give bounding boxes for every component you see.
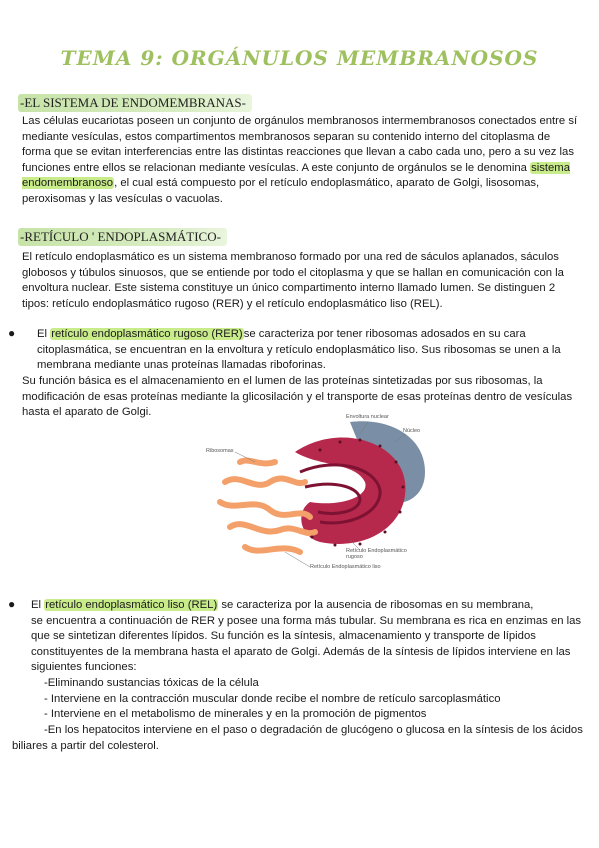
bullet-text: El — [37, 328, 51, 340]
paragraph-text: , el cual está compuesto por el retículo endoplasmático, aparato de Golgi, lisosomas, peroxisomas y las vesículas o vacuolas. — [22, 177, 540, 205]
label-envoltura-nuclear: Envoltura nuclear — [346, 414, 389, 420]
paragraph-rer-function: Su función básica es el almacenamiento en el lumen de las proteínas sintetizadas por sus ribosomas, la modificación de esas proteínas mediante la glicosilación y el transporte de esas proteínas dentro de vesículas hasta el aparato de Golgi. — [22, 375, 573, 419]
page-title: TEMA 9: ORGÁNULOS MEMBRANOSOS — [60, 46, 539, 70]
highlight-sistema-endomembranoso: sistema endomembranoso — [22, 161, 570, 190]
paragraph-text: Las células eucariotas poseen un conjunto de orgánulos membranosos intermembranosos conectados entre sí mediante vesículas, estos compartimentos membranosos separan su contenido interno del citoplasma de forma que se evitan interferencias entre las distintas reacciones que llevan a cabo cada uno, pero a su vez las funciones entre ellos se relacionan mediante vesículas. A este conjunto de orgánulos se le denomina — [22, 115, 578, 174]
er-illustration — [200, 412, 430, 582]
bullet-text: El — [31, 599, 45, 611]
rer-shape — [295, 438, 405, 544]
bullet-text: se caracteriza por tener ribosomas adosados en su cara — [243, 328, 526, 340]
bullet-icon: ● — [8, 597, 16, 611]
function-item: - Interviene en el metabolismo de minerales y en la promoción de pigmentos — [44, 708, 427, 721]
label-ribosomas: Ribosomas — [206, 448, 234, 454]
label-reticulo-rugoso: Retículo Endoplasmático rugoso — [346, 548, 407, 560]
rel-functions-list — [22, 676, 582, 723]
label-nucleo: Núcleo — [403, 428, 421, 434]
section-heading-endomembranas: -EL SISTEMA DE ENDOMEMBRANAS- — [18, 94, 252, 112]
function-item: - Interviene en la contracción muscular donde recibe el nombre de retículo sarcoplasmático — [44, 692, 501, 705]
paragraph-reticulo-intro: El retículo endoplasmático es un sistema membranoso formado por una red de sáculos aplanados, sáculos globosos y túbulos sinuosos, que se entiende por todo el citoplasma y que se hallan en comunicación con la envoltura nuclear. Este sistema constituye un único compartimento interno llamado lumen. Se distinguen 2 tipos: retículo endoplasmático rugoso (RER) y el retículo endoplasmático liso (REL). — [22, 251, 564, 310]
highlight-rel: retículo endoplasmático liso (REL) — [45, 599, 218, 611]
function-item: -Eliminando sustancias tóxicas de la célula — [44, 677, 259, 689]
highlight-rer: retículo endoplasmático rugoso (RER) — [51, 328, 243, 340]
bullet-text: se caracteriza por la ausencia de ribosomas en su membrana, — [218, 599, 534, 611]
function-item-last: -En los hepatocitos interviene en el paso o degradación de glucógeno o glucosa en la síntesis de los ácidos biliares a partir del colesterol. — [12, 724, 583, 752]
section-heading-reticulo: -RETÍCULO ' ENDOPLASMÁTICO- — [18, 228, 227, 246]
rel-shape — [220, 461, 315, 552]
bullet-text-rest: se encuentra a continuación de RER y posee una forma más tubular. Su membrana es rica en enzimas en las que se sintetizan diferentes lípidos. Su función es la síntesis, almacenamiento y transporte de lípidos constituyentes de la membrana hasta el aparato de Golgi. Además de la síntesis de lípidos interviene en las siguientes funciones: — [31, 614, 582, 674]
bullet-icon: ● — [8, 326, 16, 340]
label-reticulo-liso: Retículo Endoplasmático liso — [310, 564, 381, 570]
bullet-rel — [31, 598, 586, 676]
paragraph-endomembranas — [22, 114, 582, 208]
bullet-rer — [37, 327, 582, 374]
bullet-text-rest: citoplasmática, se encuentran en la envoltura y retículo endoplasmático liso. Sus ribosomas se unen a la membrana mediante unas proteínas llamadas riboforinas. — [37, 343, 561, 372]
